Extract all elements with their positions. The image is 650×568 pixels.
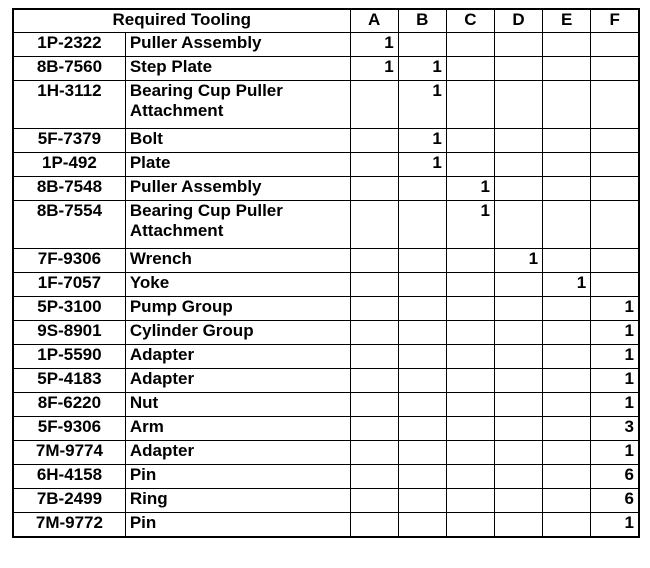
description-line: Cylinder Group: [129, 321, 254, 340]
quantity-f: [591, 153, 639, 177]
part-number: 5F-9306: [13, 417, 125, 441]
column-header-a: A: [350, 9, 398, 33]
description-line: Step Plate: [129, 57, 213, 76]
column-header-f: F: [591, 9, 639, 33]
description-line: Bolt: [129, 129, 163, 148]
quantity-a: [350, 249, 398, 273]
quantity-c: [446, 369, 494, 393]
quantity-b: [398, 369, 446, 393]
quantity-d: [494, 393, 542, 417]
quantity-c: [446, 345, 494, 369]
part-description: [125, 33, 350, 57]
part-description: [125, 345, 350, 369]
quantity-f: 1: [591, 369, 639, 393]
quantity-e: [543, 417, 591, 441]
quantity-b: [398, 321, 446, 345]
quantity-b: [398, 273, 446, 297]
tooling-table: [12, 8, 640, 538]
part-number: 5F-7379: [13, 129, 125, 153]
quantity-f: 1: [591, 441, 639, 465]
table-row: [13, 513, 639, 538]
table-row: [13, 297, 639, 321]
quantity-b: [398, 513, 446, 538]
quantity-b: [398, 345, 446, 369]
part-number: 1H-3112: [13, 81, 125, 129]
part-description: [125, 129, 350, 153]
quantity-f: 1: [591, 345, 639, 369]
part-description: [125, 153, 350, 177]
quantity-a: 1: [350, 33, 398, 57]
table-row: [13, 441, 639, 465]
quantity-e: [543, 489, 591, 513]
quantity-e: [543, 441, 591, 465]
quantity-b: [398, 489, 446, 513]
table-title: Required Tooling: [13, 9, 350, 33]
table-row: [13, 417, 639, 441]
table-row: [13, 393, 639, 417]
table-body: [13, 33, 639, 538]
quantity-b: [398, 393, 446, 417]
quantity-d: [494, 201, 542, 249]
part-number: 1P-5590: [13, 345, 125, 369]
part-description: [125, 249, 350, 273]
part-description: [125, 417, 350, 441]
part-number: 7B-2499: [13, 489, 125, 513]
quantity-c: [446, 249, 494, 273]
quantity-c: [446, 489, 494, 513]
quantity-e: [543, 321, 591, 345]
quantity-f: [591, 129, 639, 153]
quantity-c: [446, 321, 494, 345]
quantity-a: [350, 129, 398, 153]
table-row: [13, 321, 639, 345]
quantity-e: [543, 33, 591, 57]
quantity-d: [494, 369, 542, 393]
quantity-f: [591, 177, 639, 201]
part-description: [125, 177, 350, 201]
quantity-a: [350, 321, 398, 345]
description-line: Puller Assembly: [129, 33, 262, 52]
part-description: [125, 465, 350, 489]
part-number: 8B-7548: [13, 177, 125, 201]
quantity-e: [543, 201, 591, 249]
quantity-a: [350, 177, 398, 201]
quantity-a: [350, 441, 398, 465]
quantity-b: [398, 465, 446, 489]
quantity-b: 1: [398, 57, 446, 81]
quantity-d: [494, 513, 542, 538]
part-number: 8B-7560: [13, 57, 125, 81]
quantity-f: 1: [591, 393, 639, 417]
quantity-d: [494, 417, 542, 441]
quantity-e: [543, 393, 591, 417]
table-row: [13, 465, 639, 489]
quantity-b: 1: [398, 81, 446, 129]
description-line: Bearing Cup Puller: [129, 81, 283, 100]
quantity-a: [350, 465, 398, 489]
part-number: 8B-7554: [13, 201, 125, 249]
table-row: [13, 489, 639, 513]
quantity-e: [543, 513, 591, 538]
part-number: 9S-8901: [13, 321, 125, 345]
part-description: [125, 201, 350, 249]
description-line: Puller Assembly: [129, 177, 262, 196]
quantity-a: [350, 417, 398, 441]
quantity-d: [494, 297, 542, 321]
quantity-a: [350, 153, 398, 177]
quantity-c: 1: [446, 177, 494, 201]
quantity-c: 1: [446, 201, 494, 249]
quantity-d: [494, 489, 542, 513]
quantity-c: [446, 81, 494, 129]
quantity-e: [543, 129, 591, 153]
column-header-b: B: [398, 9, 446, 33]
quantity-b: [398, 177, 446, 201]
quantity-e: [543, 57, 591, 81]
description-line: Bearing Cup Puller: [129, 201, 283, 220]
table-row: [13, 153, 639, 177]
quantity-d: [494, 273, 542, 297]
header-row: [13, 9, 639, 33]
quantity-b: [398, 297, 446, 321]
quantity-f: 6: [591, 489, 639, 513]
quantity-e: [543, 177, 591, 201]
quantity-e: 1: [543, 273, 591, 297]
description-line: Wrench: [129, 249, 192, 268]
quantity-d: [494, 33, 542, 57]
quantity-e: [543, 153, 591, 177]
table-row: [13, 201, 639, 249]
table-row: [13, 273, 639, 297]
quantity-c: [446, 513, 494, 538]
quantity-f: [591, 201, 639, 249]
part-description: [125, 297, 350, 321]
quantity-c: [446, 57, 494, 81]
quantity-f: [591, 81, 639, 129]
quantity-d: [494, 57, 542, 81]
part-description: [125, 81, 350, 129]
quantity-a: [350, 513, 398, 538]
quantity-d: [494, 441, 542, 465]
column-header-e: E: [543, 9, 591, 33]
part-description: [125, 441, 350, 465]
table-row: [13, 129, 639, 153]
quantity-c: [446, 393, 494, 417]
quantity-a: 1: [350, 57, 398, 81]
quantity-a: [350, 369, 398, 393]
quantity-a: [350, 489, 398, 513]
table-row: [13, 345, 639, 369]
quantity-d: [494, 177, 542, 201]
description-line: Adapter: [129, 441, 195, 460]
table-row: [13, 249, 639, 273]
quantity-d: [494, 81, 542, 129]
quantity-a: [350, 345, 398, 369]
part-number: 6H-4158: [13, 465, 125, 489]
quantity-a: [350, 201, 398, 249]
quantity-f: [591, 249, 639, 273]
quantity-e: [543, 465, 591, 489]
part-number: 5P-4183: [13, 369, 125, 393]
quantity-e: [543, 345, 591, 369]
quantity-f: 1: [591, 513, 639, 538]
quantity-c: [446, 417, 494, 441]
part-description: [125, 393, 350, 417]
quantity-b: 1: [398, 129, 446, 153]
quantity-c: [446, 273, 494, 297]
quantity-b: [398, 33, 446, 57]
part-number: 5P-3100: [13, 297, 125, 321]
part-number: 1F-7057: [13, 273, 125, 297]
quantity-f: [591, 33, 639, 57]
quantity-e: [543, 297, 591, 321]
column-header-d: D: [494, 9, 542, 33]
table-row: [13, 177, 639, 201]
part-description: [125, 321, 350, 345]
part-description: [125, 489, 350, 513]
quantity-d: [494, 129, 542, 153]
quantity-a: [350, 393, 398, 417]
description-line: Arm: [129, 417, 164, 436]
part-number: 7F-9306: [13, 249, 125, 273]
description-line: Yoke: [129, 273, 170, 292]
description-line: Pin: [129, 513, 157, 532]
part-number: 7M-9774: [13, 441, 125, 465]
quantity-b: [398, 441, 446, 465]
quantity-c: [446, 129, 494, 153]
quantity-d: [494, 153, 542, 177]
description-line: Ring: [129, 489, 168, 508]
quantity-c: [446, 297, 494, 321]
table-row: [13, 81, 639, 129]
description-line: Adapter: [129, 369, 195, 388]
quantity-a: [350, 81, 398, 129]
quantity-d: [494, 321, 542, 345]
quantity-d: 1: [494, 249, 542, 273]
quantity-e: [543, 369, 591, 393]
quantity-b: [398, 201, 446, 249]
table-row: [13, 57, 639, 81]
description-line: Pump Group: [129, 297, 233, 316]
quantity-c: [446, 441, 494, 465]
quantity-f: [591, 273, 639, 297]
part-number: 7M-9772: [13, 513, 125, 538]
part-number: 1P-492: [13, 153, 125, 177]
table-row: [13, 369, 639, 393]
quantity-f: 3: [591, 417, 639, 441]
description-line: Adapter: [129, 345, 195, 364]
quantity-e: [543, 249, 591, 273]
part-number: 1P-2322: [13, 33, 125, 57]
quantity-b: [398, 417, 446, 441]
description-line: Attachment: [129, 221, 224, 240]
quantity-a: [350, 273, 398, 297]
part-description: [125, 513, 350, 538]
quantity-e: [543, 81, 591, 129]
quantity-c: [446, 465, 494, 489]
quantity-c: [446, 153, 494, 177]
part-description: [125, 273, 350, 297]
quantity-a: [350, 297, 398, 321]
description-line: Nut: [129, 393, 159, 412]
part-description: [125, 57, 350, 81]
quantity-b: [398, 249, 446, 273]
quantity-f: [591, 57, 639, 81]
quantity-d: [494, 465, 542, 489]
description-line: Attachment: [129, 101, 224, 120]
column-header-c: C: [446, 9, 494, 33]
description-line: Plate: [129, 153, 171, 172]
quantity-f: 6: [591, 465, 639, 489]
quantity-c: [446, 33, 494, 57]
description-line: Pin: [129, 465, 157, 484]
part-description: [125, 369, 350, 393]
quantity-f: 1: [591, 321, 639, 345]
quantity-d: [494, 345, 542, 369]
quantity-b: 1: [398, 153, 446, 177]
quantity-f: 1: [591, 297, 639, 321]
table-row: [13, 33, 639, 57]
part-number: 8F-6220: [13, 393, 125, 417]
